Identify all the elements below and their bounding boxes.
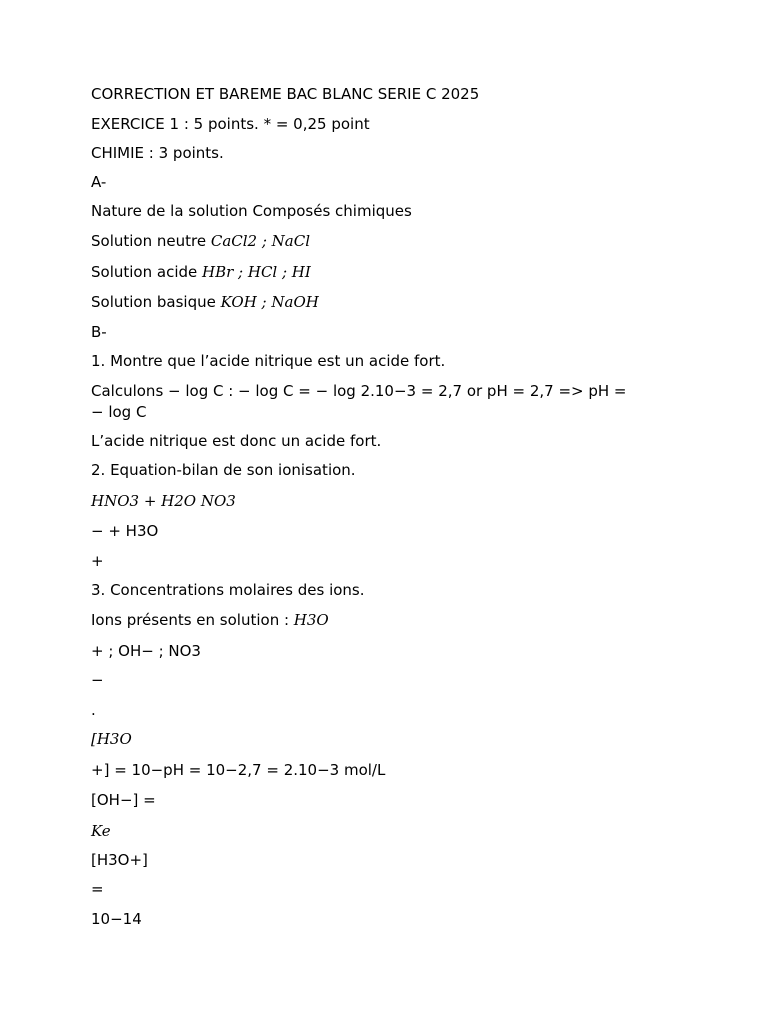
ions-line-4: . [91, 701, 96, 719]
part-a-label: A- [91, 173, 107, 191]
ions-line-2: + ; OH− ; NO3 [91, 642, 201, 660]
row-basic [91, 292, 319, 312]
h3o-denominator: [H3O+] [91, 851, 148, 869]
row-acid [91, 262, 311, 282]
row-acid-compounds: HBr ; HCl ; HI [202, 263, 311, 281]
conclusion: L’acide nitrique est donc un acide fort. [91, 432, 382, 450]
ke-numerator: Ke [91, 822, 111, 840]
exercise-heading: EXERCICE 1 : 5 points. * = 0,25 point [91, 115, 370, 133]
equation-line-1: HNO3 + H2O NO3 [91, 492, 236, 510]
ten-power: 10−14 [91, 910, 142, 928]
calculation-line-2: − log C [91, 403, 147, 421]
part-b-label: B- [91, 323, 107, 341]
row-neutral-label: Solution neutre [91, 232, 211, 250]
ions-line [91, 610, 329, 630]
ions-label: Ions présents en solution : [91, 611, 294, 629]
row-basic-label: Solution basique [91, 293, 221, 311]
calculation-line-1: Calculons − log C : − log C = − log 2.10−3 = 2,7 or pH = 2,7 => pH = [91, 382, 627, 400]
document-title: CORRECTION ET BAREME BAC BLANC SERIE C 2025 [91, 85, 480, 103]
ions-h3o: H3O [293, 611, 329, 629]
h3o-value: +] = 10−pH = 10−2,7 = 2.10−3 mol/L [91, 761, 386, 779]
oh-equation: [OH−] = [91, 791, 156, 809]
equals-sign: = [91, 880, 104, 898]
equation-line-3: + [91, 552, 104, 570]
row-acid-label: Solution acide [91, 263, 202, 281]
question-2: 2. Equation-bilan de son ionisation. [91, 461, 356, 479]
row-neutral-compounds: CaCl2 ; NaCl [210, 232, 311, 250]
row-neutral [91, 231, 310, 251]
question-1: 1. Montre que l’acide nitrique est un acide fort. [91, 352, 446, 370]
ions-line-3: − [91, 671, 104, 689]
chemistry-heading: CHIMIE : 3 points. [91, 144, 224, 162]
table-header: Nature de la solution Composés chimiques [91, 202, 412, 220]
equation-line-2: − + H3O [91, 522, 159, 540]
question-3: 3. Concentrations molaires des ions. [91, 581, 365, 599]
h3o-open: [H3O [91, 730, 132, 748]
row-basic-compounds: KOH ; NaOH [220, 293, 319, 311]
